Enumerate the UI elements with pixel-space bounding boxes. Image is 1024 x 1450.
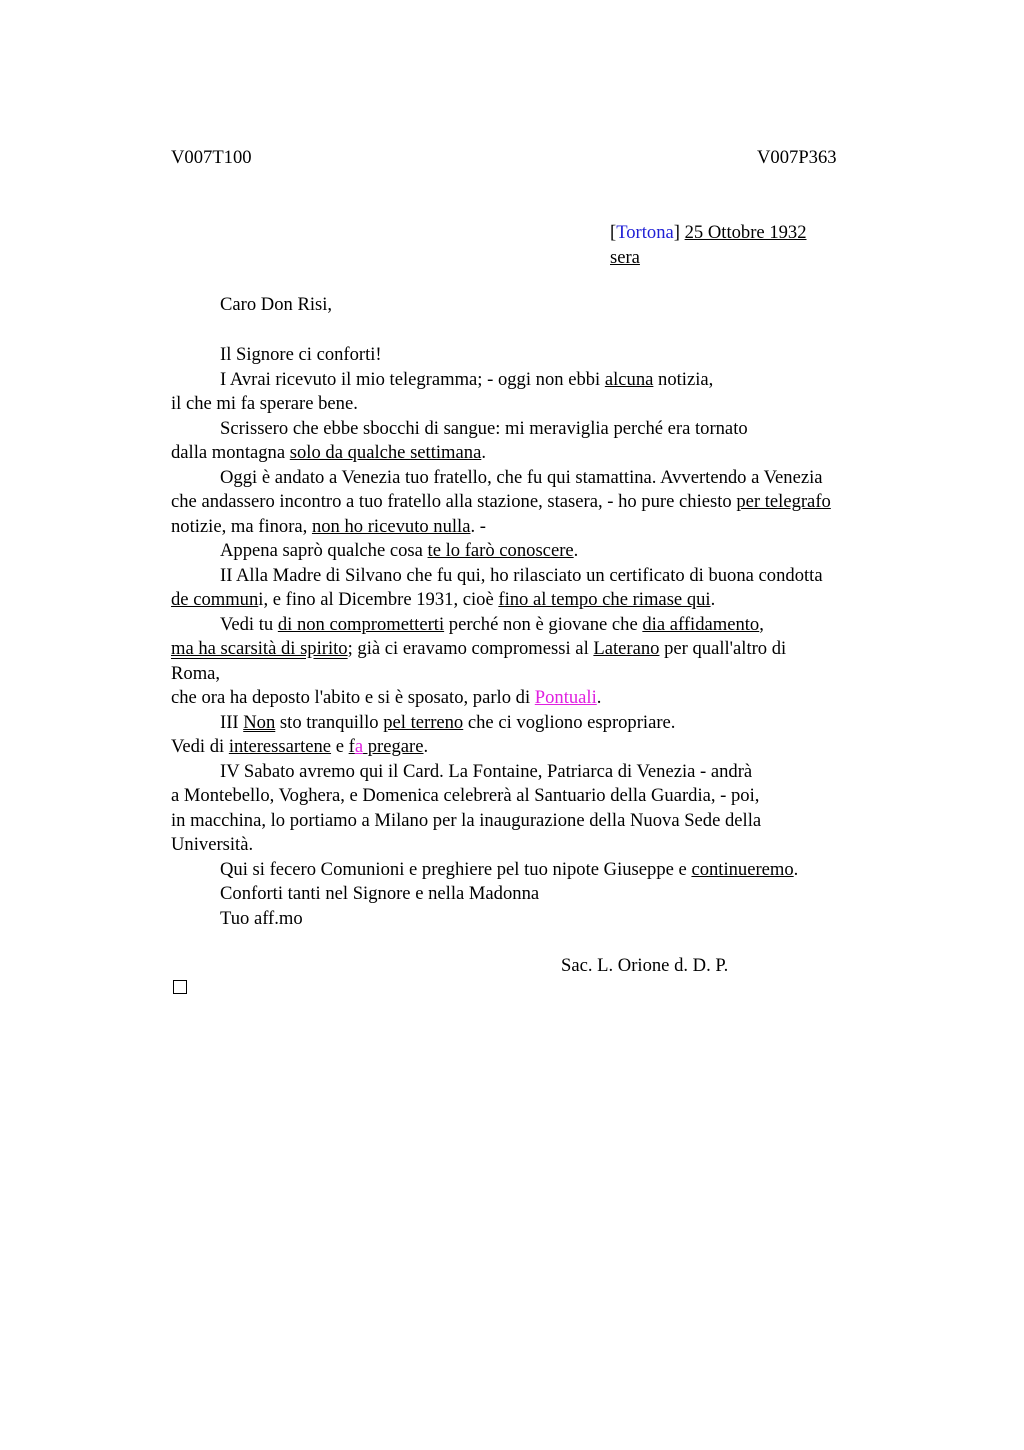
text-segment: . xyxy=(793,858,799,880)
text-segment: Tuo aff.mo xyxy=(220,907,303,929)
text-segment: il che mi fa sperare bene. xyxy=(171,393,358,414)
body-line xyxy=(171,588,931,613)
text-segment: te lo farò conoscere xyxy=(427,540,574,561)
text-segment: ma ha scarsità di spirito xyxy=(171,638,348,659)
signature: Sac. L. Orione d. D. P. xyxy=(561,955,729,976)
body-line xyxy=(171,907,931,932)
text-segment: pel terreno xyxy=(383,711,464,733)
text-segment: e xyxy=(331,736,349,757)
text-segment: che andassero incontro a tuo fratello alla stazione, stasera, - ho pure chiesto xyxy=(171,491,737,512)
text-segment: Scrissero che ebbe sbocchi di sangue: mi meraviglia perché era tornato xyxy=(220,417,748,439)
date-block xyxy=(610,221,807,270)
text-segment: . xyxy=(423,736,429,757)
body-line xyxy=(171,686,931,711)
letter-time: sera xyxy=(610,246,640,268)
text-segment: dia affidamento xyxy=(642,613,760,635)
text-segment: Conforti tanti nel Signore e nella Madonna xyxy=(220,883,540,904)
document-code-left: V007T100 xyxy=(171,147,252,168)
text-segment: Università. xyxy=(171,834,254,855)
letter-body xyxy=(171,343,931,931)
text-segment: i, e fino al Dicembre 1931, cioè xyxy=(258,589,499,610)
text-segment: Qui si fecero Comunioni e preghiere pel tuo nipote Giuseppe e xyxy=(220,858,692,880)
body-line xyxy=(171,809,931,834)
body-line xyxy=(171,466,931,491)
text-segment: in macchina, lo portiamo a Milano per la inaugurazione della Nuova Sede della xyxy=(171,809,762,831)
text-segment: . xyxy=(573,540,579,561)
text-segment: I Avrai ricevuto il mio telegramma; - oggi non ebbi xyxy=(220,368,605,390)
text-segment: alcuna xyxy=(604,368,654,390)
text-segment: dalla montagna xyxy=(171,442,290,463)
text-segment: non ho ricevuto nulla xyxy=(311,515,471,537)
body-line xyxy=(171,637,931,662)
body-line xyxy=(171,539,931,564)
text-segment: interessartene xyxy=(228,736,332,757)
body-line xyxy=(171,613,931,638)
text-segment: a xyxy=(354,736,364,757)
text-segment: Laterano xyxy=(593,638,660,659)
text-segment: . xyxy=(481,442,486,463)
text-segment: che ora ha deposto l'abito e si è sposato, parlo di xyxy=(171,687,535,708)
text-segment: ; già ci eravamo compromessi al xyxy=(347,638,594,659)
document-code-right: V007P363 xyxy=(757,147,837,168)
bracket-open: [ xyxy=(610,222,617,243)
text-segment: Appena saprò qualche cosa xyxy=(220,540,428,561)
body-line xyxy=(171,735,931,760)
body-line xyxy=(171,515,931,540)
body-line xyxy=(171,662,931,687)
bracket-close: ] xyxy=(673,222,680,243)
place-name: Tortona xyxy=(616,222,674,243)
text-segment: Non xyxy=(243,711,276,733)
text-segment: . xyxy=(710,589,716,610)
letter-date: 25 Ottobre 1932 xyxy=(684,222,807,243)
text-segment: a Montebello, Voghera, e Domenica celebrerà al Santuario della Guardia, - poi, xyxy=(171,785,760,806)
text-segment: per telegrafo xyxy=(736,491,831,512)
text-segment: che ci vogliono espropriare. xyxy=(463,711,676,733)
text-segment: . xyxy=(596,687,602,708)
text-segment: . - xyxy=(470,515,486,537)
body-line xyxy=(171,441,931,466)
text-segment: Pontuali xyxy=(534,687,597,708)
text-segment: pregare xyxy=(363,736,424,757)
body-line xyxy=(171,417,931,442)
body-line xyxy=(171,711,931,736)
text-segment: III xyxy=(220,711,244,733)
body-line xyxy=(171,882,931,907)
body-line xyxy=(171,392,931,417)
text-segment: fino al tempo che rimase qui xyxy=(498,589,711,610)
text-segment: solo da qualche settimana xyxy=(289,442,482,463)
text-segment: per quall'altro di xyxy=(659,638,787,659)
end-mark-box xyxy=(173,980,187,994)
text-segment: IV Sabato avremo qui il Card. La Fontaine, Patriarca di Venezia - andrà xyxy=(220,760,753,782)
text-segment: Roma, xyxy=(171,662,221,684)
text-segment: perché non è giovane che xyxy=(444,613,643,635)
date-line xyxy=(610,221,807,246)
text-segment: notizia, xyxy=(653,368,714,390)
text-segment: di non comprometterti xyxy=(277,613,445,635)
body-line xyxy=(171,490,931,515)
text-segment: continueremo xyxy=(691,858,794,880)
body-line xyxy=(171,564,931,589)
text-segment: notizie, ma finora, xyxy=(171,515,312,537)
text-segment: de commun xyxy=(171,589,259,610)
body-line xyxy=(171,368,931,393)
text-segment: , xyxy=(759,613,764,635)
text-segment: f xyxy=(348,736,355,757)
text-segment: Il Signore ci conforti! xyxy=(220,344,382,365)
text-segment: Oggi è andato a Venezia tuo fratello, che fu qui stamattina. Avvertendo a Venezia xyxy=(220,466,823,488)
text-segment: Vedi tu xyxy=(220,613,278,635)
body-line xyxy=(171,760,931,785)
text-segment: sto tranquillo xyxy=(275,711,384,733)
salutation: Caro Don Risi, xyxy=(220,294,333,315)
text-segment: II Alla Madre di Silvano che fu qui, ho rilasciato un certificato di buona condotta xyxy=(220,564,823,586)
text-segment: Vedi di xyxy=(171,736,229,757)
body-line xyxy=(171,833,931,858)
body-line xyxy=(171,858,931,883)
body-line xyxy=(171,343,931,368)
body-line xyxy=(171,784,931,809)
